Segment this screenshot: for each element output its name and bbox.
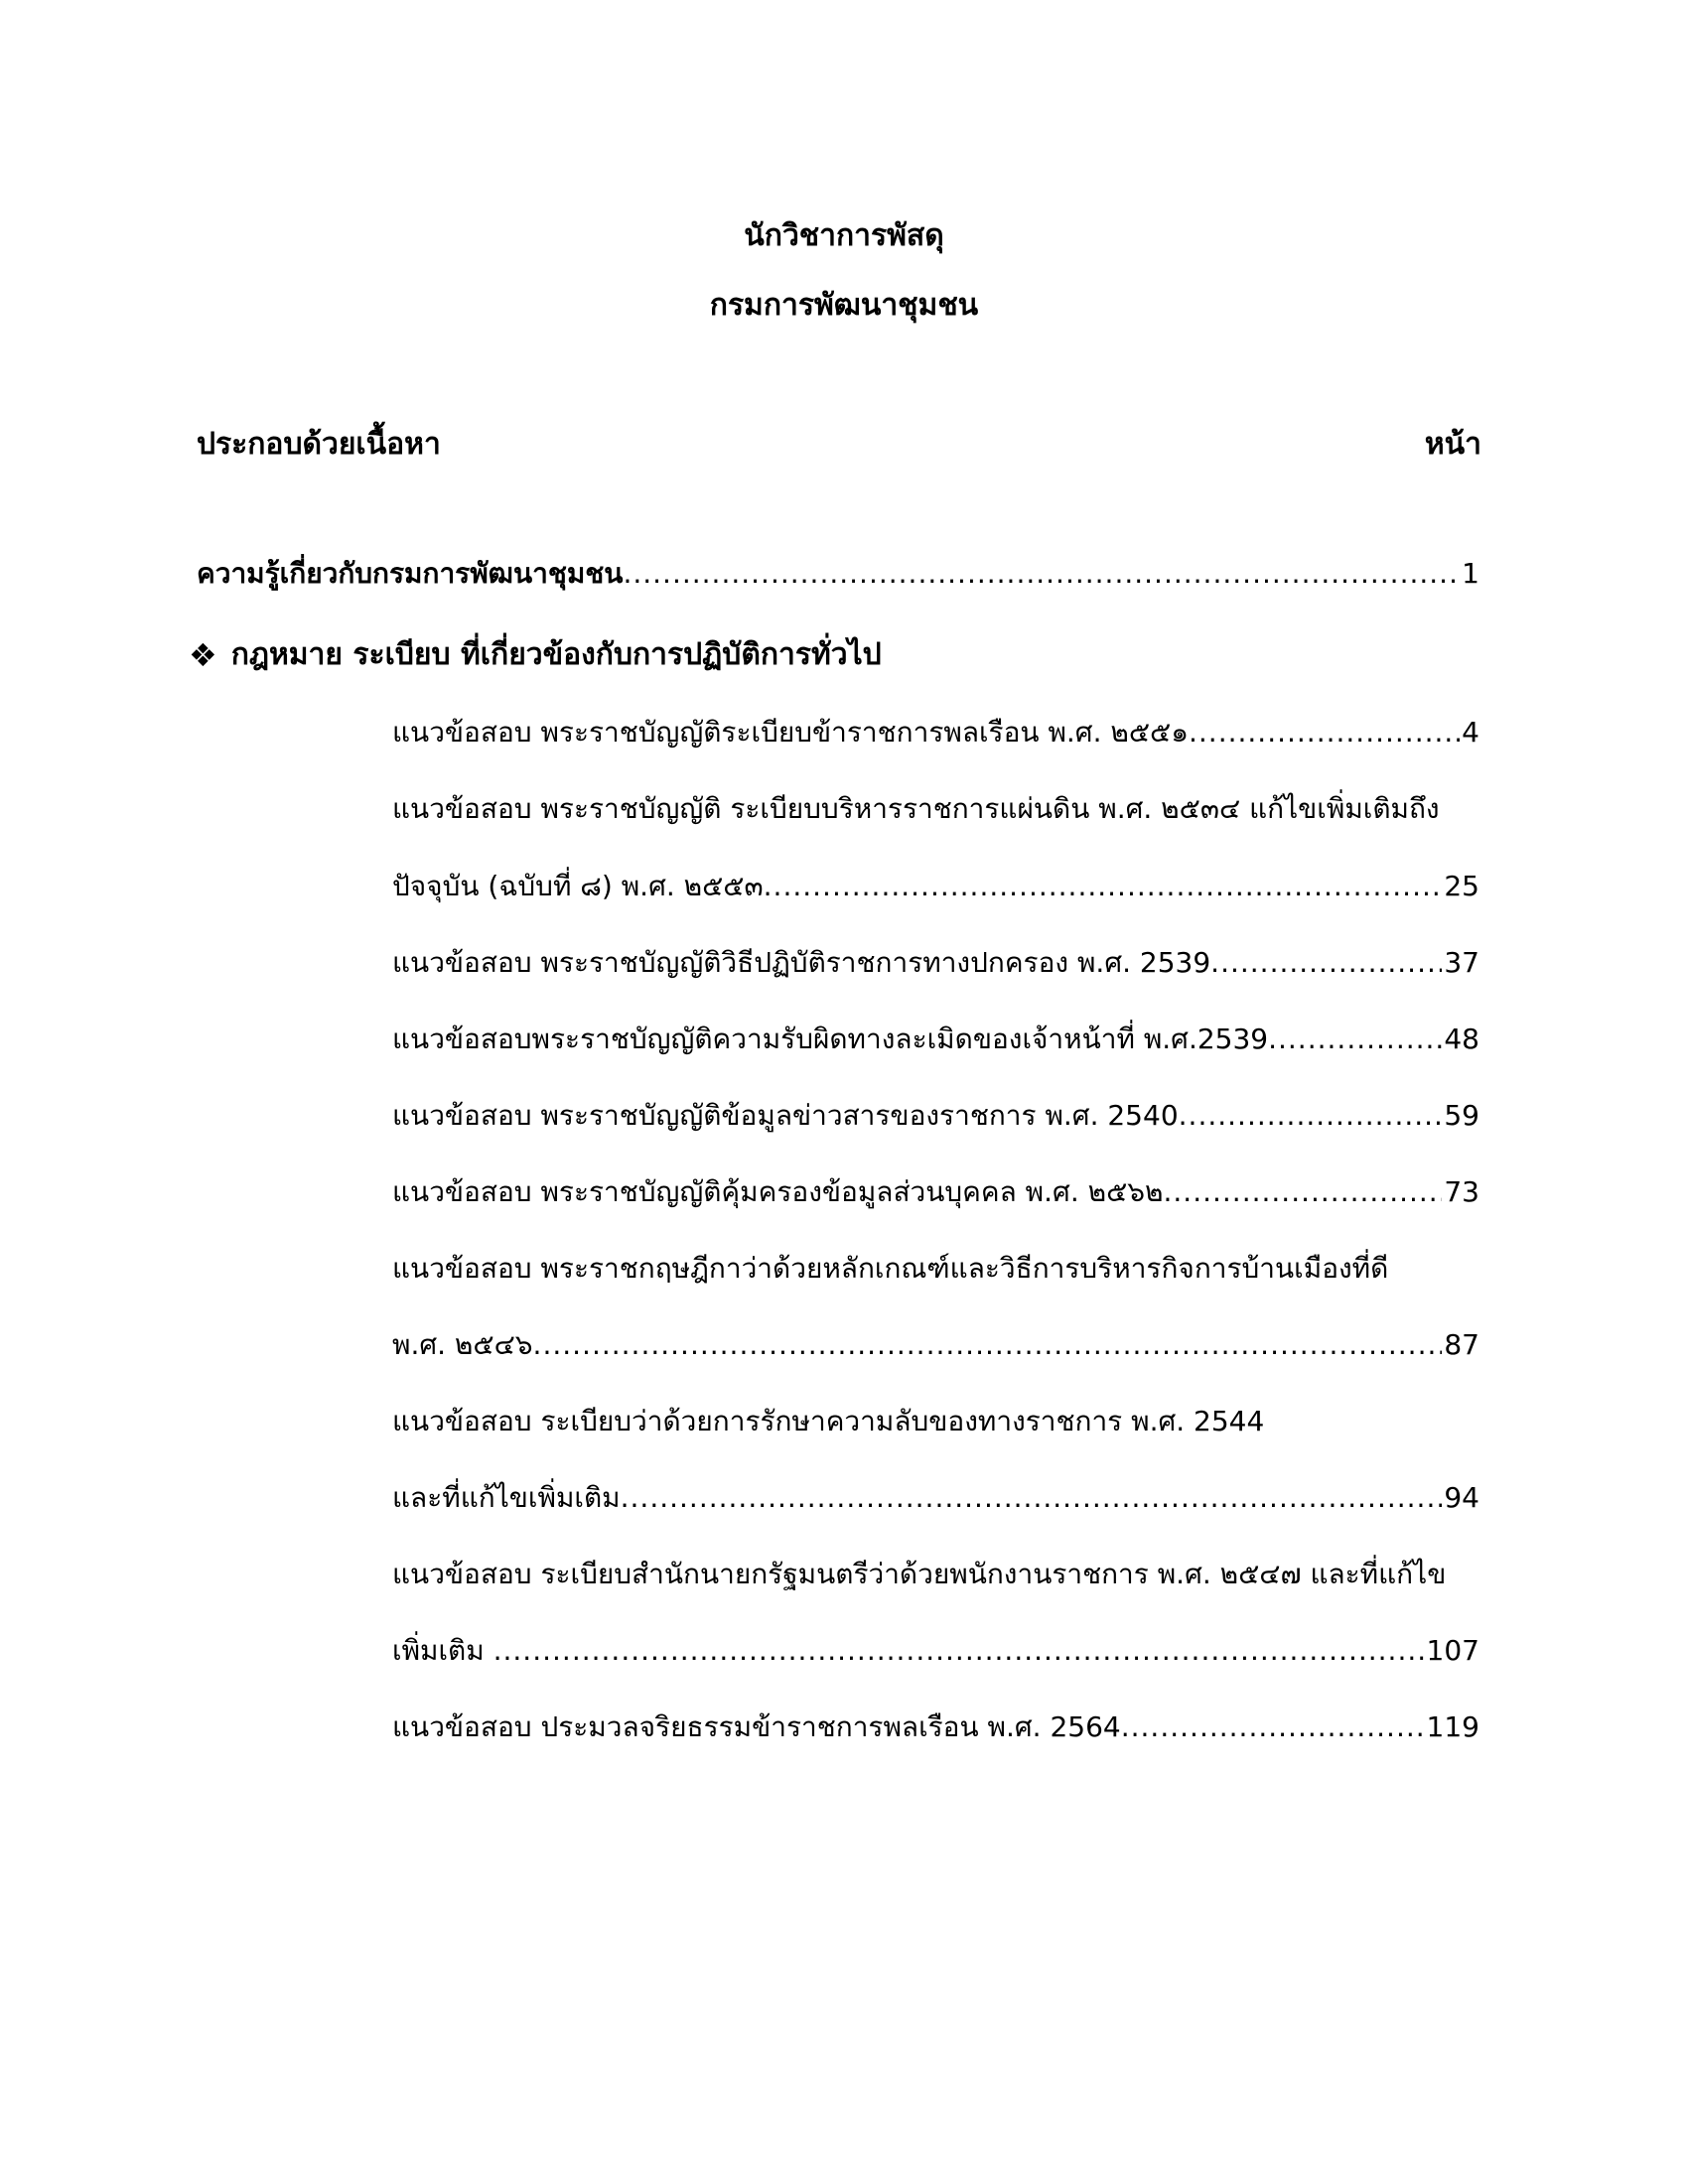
toc-item[interactable] bbox=[392, 1631, 1479, 1671]
toc-item[interactable] bbox=[392, 867, 1479, 906]
dot-leader bbox=[1189, 713, 1460, 752]
dot-leader bbox=[1121, 1707, 1425, 1747]
toc-item-label-line1[interactable]: แนวข้อสอบ พระราชกฤษฎีกาว่าด้วยหลักเกณฑ์และวิธีการบริหารกิจการบ้านเมืองที่ดี bbox=[392, 1252, 1389, 1285]
toc-item[interactable] bbox=[392, 1478, 1479, 1518]
toc-item-label: แนวข้อสอบ พระราชบัญญัติข้อมูลข่าวสารของราชการ พ.ศ. 2540 bbox=[392, 1099, 1179, 1132]
dot-leader bbox=[1268, 1020, 1442, 1059]
toc-item-page: 4 bbox=[1462, 716, 1479, 749]
dot-leader bbox=[493, 1631, 1425, 1671]
toc-item-page: 73 bbox=[1444, 1175, 1479, 1208]
toc-item-page: 107 bbox=[1426, 1634, 1479, 1667]
dot-leader bbox=[1164, 1172, 1443, 1212]
toc-item-label: แนวข้อสอบ ประมวลจริยธรรมข้าราชการพลเรือน พ.ศ. 2564 bbox=[392, 1710, 1121, 1743]
toc-item[interactable] bbox=[392, 1707, 1479, 1747]
toc-item-page: 94 bbox=[1444, 1481, 1479, 1514]
toc-item-page: 37 bbox=[1444, 946, 1479, 979]
toc-entry[interactable] bbox=[197, 554, 1479, 594]
toc-item[interactable] bbox=[392, 943, 1479, 983]
diamond-bullet-icon: ❖ bbox=[189, 636, 217, 674]
toc-item-label: แนวข้อสอบ พระราชบัญญัติคุ้มครองข้อมูลส่วนบุคคล พ.ศ. ๒๕๖๒ bbox=[392, 1175, 1164, 1208]
toc-item-page: 87 bbox=[1444, 1328, 1479, 1361]
toc-item-label-line2: และที่แก้ไขเพิ่มเติม bbox=[392, 1481, 621, 1514]
toc-item-label-line1[interactable]: แนวข้อสอบ พระราชบัญญัติ ระเบียบบริหารราชการแผ่นดิน พ.ศ. ๒๕๓๔ แก้ไขเพิ่มเติมถึง bbox=[392, 792, 1440, 825]
toc-item-label-line2: ปัจจุบัน (ฉบับที่ ๘) พ.ศ. ๒๕๕๓ bbox=[392, 870, 764, 902]
toc-item[interactable] bbox=[392, 1325, 1479, 1365]
toc-item-label-line2: เพิ่มเติม bbox=[392, 1634, 493, 1667]
toc-item-label-line1[interactable]: แนวข้อสอบ ระเบียบว่าด้วยการรักษาความลับของทางราชการ พ.ศ. 2544 bbox=[392, 1405, 1265, 1437]
contents-heading: ประกอบด้วยเนื้อหา bbox=[197, 427, 441, 462]
document-title: นักวิชาการพัสดุ bbox=[744, 218, 944, 253]
dot-leader bbox=[621, 1478, 1443, 1518]
toc-item-page: 48 bbox=[1444, 1023, 1479, 1055]
toc-item-label-line2: พ.ศ. ๒๕๔๖ bbox=[392, 1328, 533, 1361]
dot-leader bbox=[764, 867, 1443, 906]
toc-item-page: 25 bbox=[1444, 870, 1479, 902]
dot-leader bbox=[1179, 1096, 1443, 1136]
page-column-heading: หน้า bbox=[1424, 427, 1481, 462]
toc-item[interactable] bbox=[392, 713, 1479, 752]
dot-leader bbox=[1210, 943, 1442, 983]
toc-item-label-line1[interactable]: แนวข้อสอบ ระเบียบสำนักนายกรัฐมนตรีว่าด้วยพนักงานราชการ พ.ศ. ๒๕๔๗ และที่แก้ไข bbox=[392, 1558, 1447, 1590]
toc-item-page: 119 bbox=[1426, 1710, 1479, 1743]
toc-item-label: แนวข้อสอบ พระราชบัญญัติระเบียบข้าราชการพลเรือน พ.ศ. ๒๕๕๑ bbox=[392, 716, 1189, 749]
toc-item-label: แนวข้อสอบพระราชบัญญัติความรับผิดทางละเมิดของเจ้าหน้าที่ พ.ศ.2539 bbox=[392, 1023, 1269, 1055]
section-heading bbox=[189, 635, 882, 675]
toc-entry-page: 1 bbox=[1462, 557, 1479, 590]
toc-item-label: แนวข้อสอบ พระราชบัญญัติวิธีปฏิบัติราชการทางปกครอง พ.ศ. 2539 bbox=[392, 946, 1211, 979]
toc-item[interactable] bbox=[392, 1020, 1479, 1059]
dot-leader bbox=[533, 1325, 1443, 1365]
dot-leader bbox=[623, 554, 1460, 594]
section-title: กฎหมาย ระเบียบ ที่เกี่ยวข้องกับการปฏิบัติการทั่วไป bbox=[230, 637, 882, 672]
document-subtitle: กรมการพัฒนาชุมชน bbox=[709, 288, 979, 323]
toc-item-page: 59 bbox=[1444, 1099, 1479, 1132]
toc-item[interactable] bbox=[392, 1096, 1479, 1136]
toc-entry-label: ความรู้เกี่ยวกับกรมการพัฒนาชุมชน bbox=[197, 557, 624, 590]
toc-item[interactable] bbox=[392, 1172, 1479, 1212]
